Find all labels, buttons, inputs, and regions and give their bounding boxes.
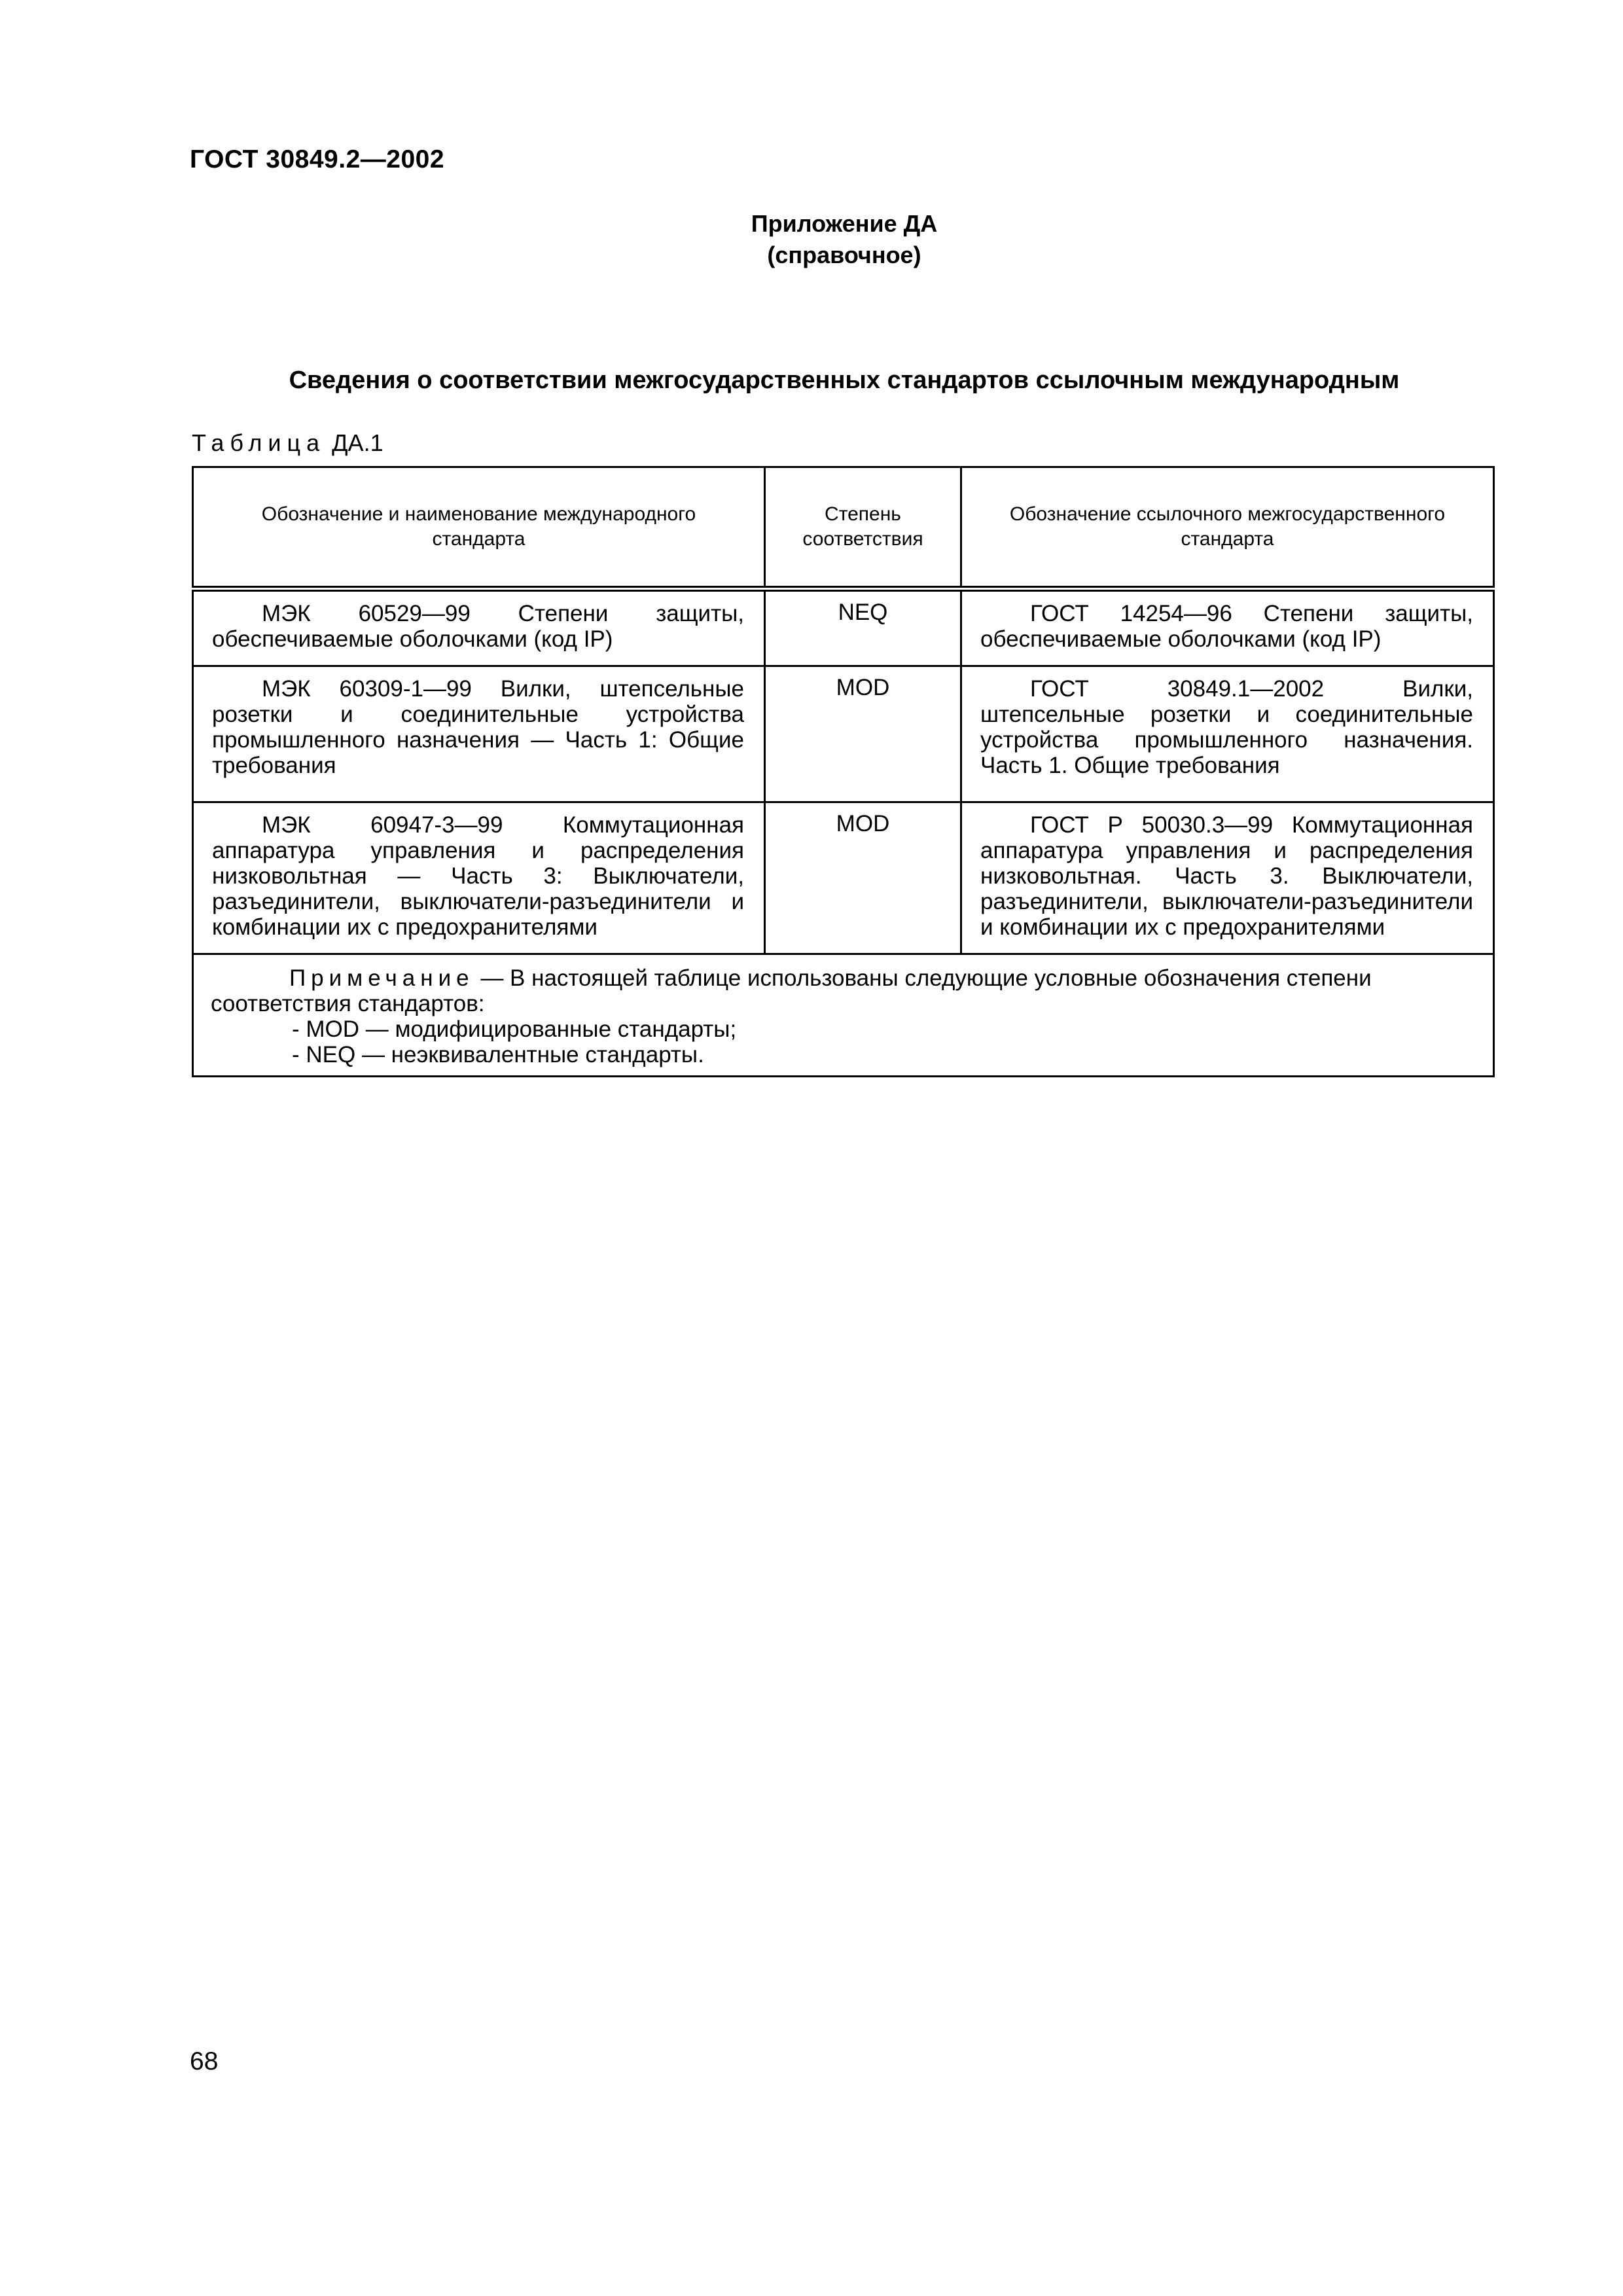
- cell-degree: MOD: [765, 666, 961, 802]
- cell-interstate: [961, 666, 1494, 802]
- note-text: — В настоящей таблице использованы следующие условные обозначения степени соответствия стандартов:: [211, 965, 1372, 1016]
- cell-interstate-text: ГОСТ 14254—96 Степени защиты, обеспечиваемые оболочками (код IP): [980, 601, 1473, 652]
- table-row: [193, 666, 1494, 802]
- cell-international: [193, 802, 765, 954]
- table-note: [193, 954, 1494, 1077]
- cell-degree: NEQ: [765, 589, 961, 666]
- cell-international-text: МЭК 60529—99 Степени защиты, обеспечиваемые оболочками (код IP): [212, 601, 744, 652]
- table-header-row: [193, 467, 1494, 589]
- note-item: - MOD — модифицированные стандарты;: [292, 1016, 737, 1042]
- cell-international-text: МЭК 60309-1—99 Вилки, штепсельные розетки и соединительные устройства промышленного назначения — Часть 1: Общие требования: [212, 676, 744, 778]
- cell-interstate-text: ГОСТ Р 50030.3—99 Коммутационная аппаратура управления и распределения низковольтная. Часть 3. Выключатели, разъединители, выключатели-разъединители и комбинации их с предохранителями: [980, 812, 1473, 940]
- note-label: Примечание: [289, 965, 474, 991]
- cell-international: [193, 589, 765, 666]
- standards-table: [192, 466, 1495, 1077]
- appendix-title-block: [0, 208, 1623, 271]
- table-caption-id: ДА.1: [332, 429, 383, 456]
- table-note-row: [193, 954, 1494, 1077]
- cell-interstate-text: ГОСТ 30849.1—2002 Вилки, штепсельные розетки и соединительные устройства промышленного назначения. Часть 1. Общие требования: [980, 676, 1473, 778]
- cell-interstate: [961, 589, 1494, 666]
- cell-international: [193, 666, 765, 802]
- column-header-international: Обозначение и наименование международного стандарта: [193, 467, 765, 589]
- table-row: [193, 589, 1494, 666]
- cell-degree: MOD: [765, 802, 961, 954]
- cell-international-text: МЭК 60947-3—99 Коммутационная аппаратура управления и распределения низковольтная — Часть 3: Выключатели, разъединители, выключатели-разъединители и комбинации их с предохранителями: [212, 812, 744, 940]
- section-heading: Сведения о соответствии межгосударственных стандартов ссылочным международным: [289, 367, 1400, 394]
- note-paragraph: [211, 965, 1474, 1016]
- appendix-title: Приложение ДА: [751, 210, 938, 237]
- column-header-interstate: Обозначение ссылочного межгосударственного стандарта: [961, 467, 1494, 589]
- cell-interstate: [961, 802, 1494, 954]
- table-row: [193, 802, 1494, 954]
- appendix-subtitle: (справочное): [767, 242, 921, 268]
- table-caption: [192, 429, 383, 457]
- column-header-degree: Степень соответствия: [765, 467, 961, 589]
- page-number: 68: [190, 2047, 219, 2075]
- table-caption-word: Таблица: [192, 429, 326, 456]
- note-item: - NEQ — неэквивалентные стандарты.: [292, 1042, 704, 1067]
- document-code: ГОСТ 30849.2—2002: [190, 145, 445, 173]
